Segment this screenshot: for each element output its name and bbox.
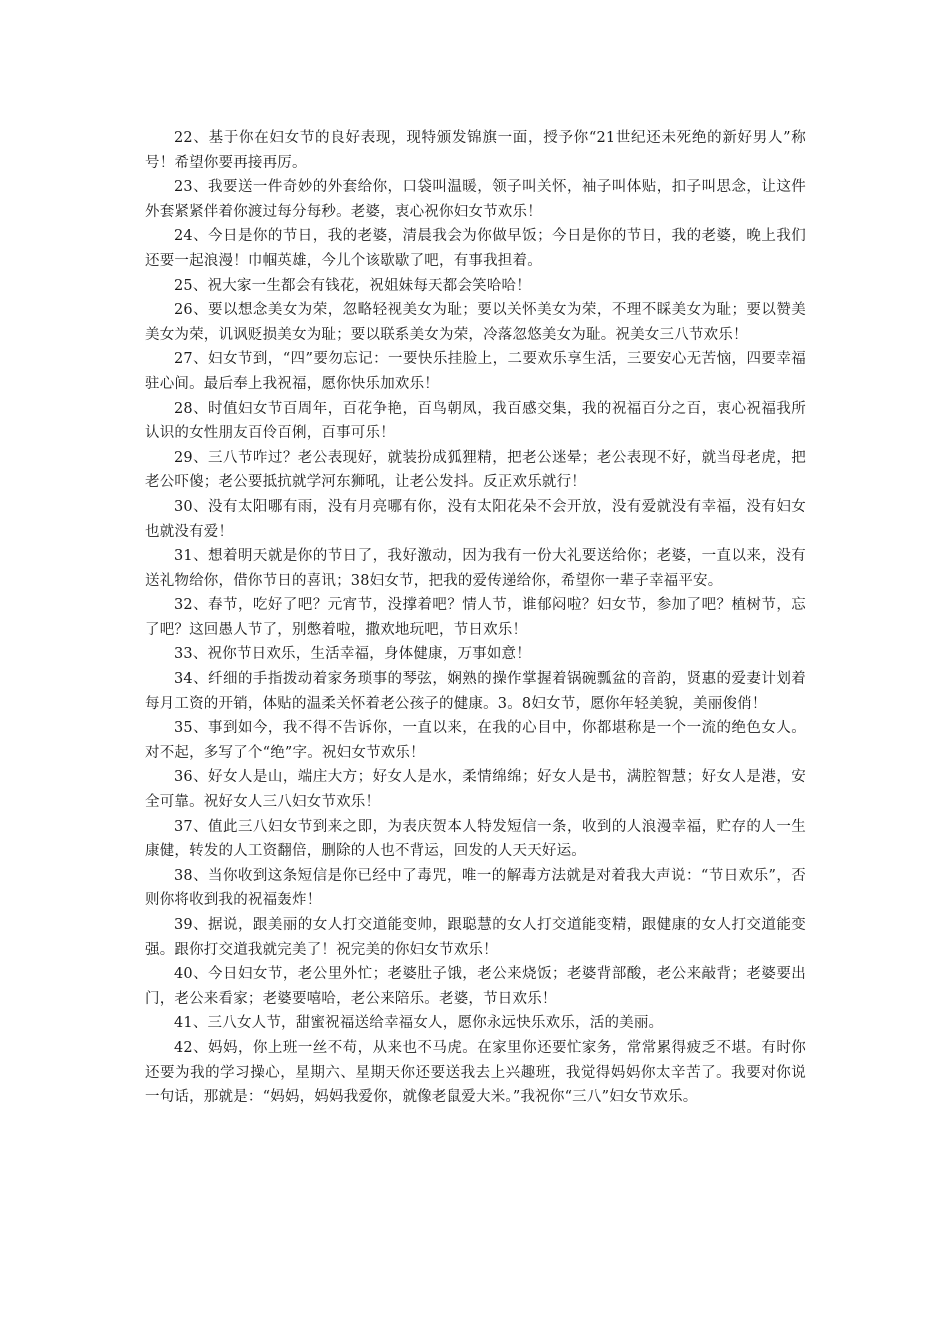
paragraph-33: 33、祝你节日欢乐，生活幸福，身体健康，万事如意！ <box>174 646 531 663</box>
paragraph-39: 39、据说，跟美丽的女人打交道能变帅，跟聪慧的女人打交道能变精，跟健康的女人打交道能变强。跟你打交道我就完美了！祝完美的你妇女节欢乐！ <box>145 917 806 958</box>
paragraph-25: 25、祝大家一生都会有钱花，祝姐妹每天都会笑哈哈！ <box>174 277 531 294</box>
paragraph-32: 32、春节，吃好了吧？元宵节，没撑着吧？情人节，谁郁闷啦？妇女节，参加了吧？植树节，忘了吧？这回愚人节了，别憋着啦，撒欢地玩吧，节日欢乐！ <box>145 597 806 638</box>
paragraph-26: 26、要以想念美女为荣，忽略轻视美女为耻；要以关怀美女为荣，不理不睬美女为耻；要以赞美美女为荣，讥讽贬损美女为耻；要以联系美女为荣，冷落忽悠美女为耻。祝美女三八节欢乐！ <box>145 302 806 343</box>
paragraph-41: 41、三八女人节，甜蜜祝福送给幸福女人，愿你永远快乐欢乐，活的美丽。 <box>174 1015 664 1032</box>
paragraph-30: 30、没有太阳哪有雨，没有月亮哪有你，没有太阳花朵不会开放，没有爱就没有幸福，没有妇女也就没有爱！ <box>145 498 806 540</box>
document-body <box>145 126 806 1110</box>
paragraph-35: 35、事到如今，我不得不告诉你，一直以来，在我的心目中，你都堪称是一个一流的绝色女人。对不起，多写了个“绝”字。祝妇女节欢乐！ <box>145 720 806 761</box>
paragraph-23: 23、我要送一件奇妙的外套给你，口袋叫温暖，领子叫关怀，袖子叫体贴，扣子叫思念，让这件外套紧紧伴着你渡过每分每秒。老婆，衷心祝你妇女节欢乐！ <box>145 179 806 220</box>
paragraph-42: 42、妈妈，你上班一丝不苟，从来也不马虎。在家里你还要忙家务，常常累得疲乏不堪。有时你还要为我的学习操心，星期六、星期天你还要送我去上兴趣班，我觉得妈妈你太辛苦了。我要对你说一句话，那就是：“妈妈，妈妈我爱你，就像老鼠爱大米。”我祝你“三八”妇女节欢乐。 <box>145 1039 806 1106</box>
paragraph-22: 22、基于你在妇女节的良好表现，现特颁发锦旗一面，授予你“21世纪还未死绝的新好男人”称号！希望你要再接再厉。 <box>145 130 806 171</box>
paragraph-28: 28、时值妇女节百周年，百花争艳，百鸟朝凤，我百感交集，我的祝福百分之百，衷心祝福我所认识的女性朋友百伶百俐，百事可乐！ <box>145 400 806 442</box>
paragraph-24: 24、今日是你的节日，我的老婆，清晨我会为你做早饭；今日是你的节日，我的老婆，晚上我们还要一起浪漫！巾帼英雄，今儿个该歇歇了吧，有事我担着。 <box>145 228 806 269</box>
paragraph-37: 37、值此三八妇女节到来之即，为表庆贺本人特发短信一条，收到的人浪漫幸福，贮存的人一生康健，转发的人工资翻倍，删除的人也不背运，回发的人天天好运。 <box>145 818 806 860</box>
paragraph-31: 31、想着明天就是你的节日了，我好激动，因为我有一份大礼要送给你；老婆，一直以来，没有送礼物给你，借你节日的喜讯；38妇女节，把我的爱传递给你，希望你一辈子幸福平安。 <box>145 548 806 589</box>
paragraph-40: 40、今日妇女节，老公里外忙；老婆肚子饿，老公来烧饭；老婆背部酸，老公来敲背；老婆要出门，老公来看家；老婆要嘻哈，老公来陪乐。老婆，节日欢乐！ <box>145 966 806 1007</box>
paragraph-36: 36、好女人是山，端庄大方；好女人是水，柔情绵绵；好女人是书，满腔智慧；好女人是港，安全可靠。祝好女人三八妇女节欢乐！ <box>145 769 806 811</box>
paragraph-27: 27、妇女节到，“四”要勿忘记：一要快乐挂脸上，二要欢乐享生活，三要安心无苦恼，四要幸福驻心间。最后奉上我祝福，愿你快乐加欢乐！ <box>145 351 806 392</box>
paragraph-34: 34、纤细的手指拨动着家务琐事的琴弦，娴熟的操作掌握着锅碗瓢盆的音韵，贤惠的爱妻计划着每月工资的开销，体贴的温柔关怀着老公孩子的健康。3。8妇女节，愿你年轻美貌，美丽俊俏！ <box>145 671 806 712</box>
paragraph-29: 29、三八节咋过？老公表现好，就装扮成狐狸精，把老公迷晕；老公表现不好，就当母老虎，把老公吓傻；老公要抵抗就学河东狮吼，让老公发抖。反正欢乐就行！ <box>145 449 806 491</box>
paragraph-38: 38、当你收到这条短信是你已经中了毒咒，唯一的解毒方法就是对着我大声说：“节日欢乐”，否则你将收到我的祝福轰炸！ <box>145 867 806 909</box>
